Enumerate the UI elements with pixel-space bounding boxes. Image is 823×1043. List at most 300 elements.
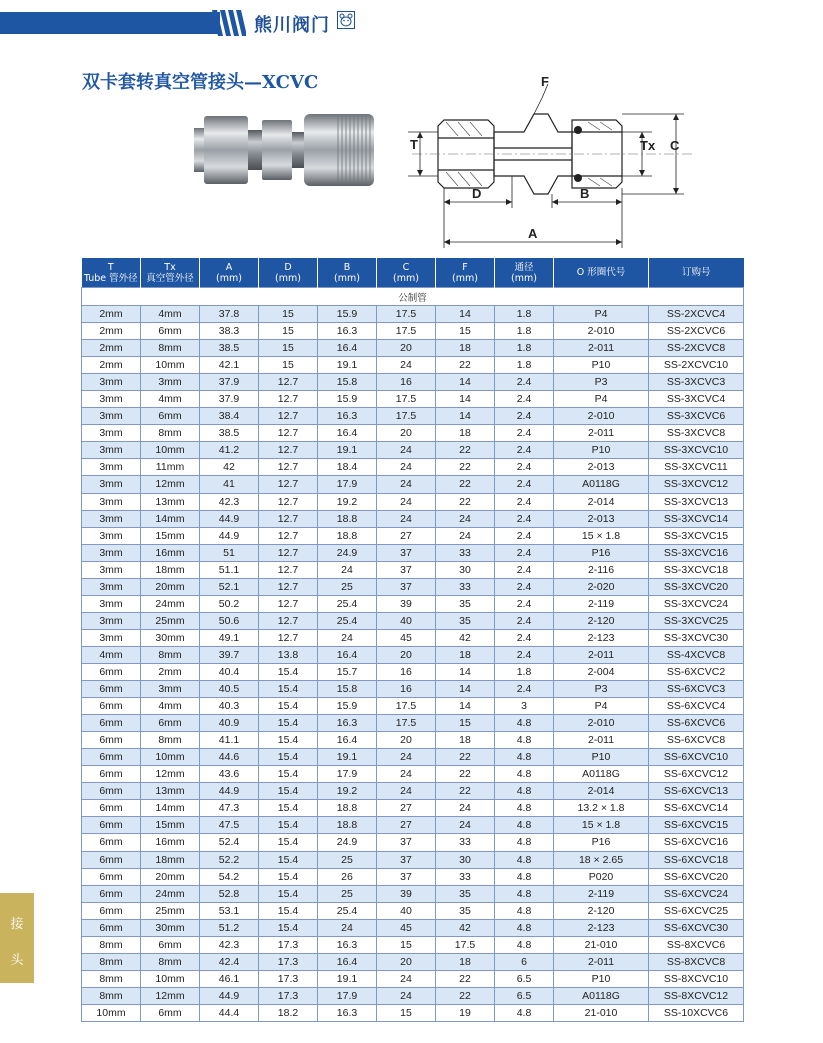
table-cell: 15 <box>377 936 436 953</box>
table-cell: 16.4 <box>318 340 377 357</box>
table-cell: 15.4 <box>259 766 318 783</box>
table-cell: SS-3XCVC16 <box>649 544 744 561</box>
table-header-row <box>82 258 744 288</box>
table-cell: 8mm <box>141 953 200 970</box>
table-cell: 20 <box>377 340 436 357</box>
table-cell: 15.4 <box>259 851 318 868</box>
table-row <box>82 987 744 1004</box>
table-cell: 44.9 <box>200 527 259 544</box>
table-row <box>82 408 744 425</box>
table-cell: 8mm <box>82 987 141 1004</box>
table-cell: SS-6XCVC3 <box>649 681 744 698</box>
table-cell: 13.8 <box>259 646 318 663</box>
table-cell: 3 <box>495 698 554 715</box>
table-cell: 17.9 <box>318 476 377 493</box>
table-row <box>82 391 744 408</box>
table-cell: 52.1 <box>200 578 259 595</box>
table-cell: 3mm <box>141 681 200 698</box>
table-cell: 2-010 <box>554 408 649 425</box>
table-cell: 54.2 <box>200 868 259 885</box>
table-cell: 40.5 <box>200 681 259 698</box>
table-row <box>82 646 744 663</box>
table-cell: 2-011 <box>554 953 649 970</box>
table-cell: 1.8 <box>495 357 554 374</box>
table-cell: P4 <box>554 698 649 715</box>
bear-logo-icon <box>337 11 355 29</box>
table-cell: SS-6XCVC10 <box>649 749 744 766</box>
table-cell: 2.4 <box>495 391 554 408</box>
table-cell: SS-6XCVC30 <box>649 919 744 936</box>
table-cell: 3mm <box>82 442 141 459</box>
table-cell: SS-6XCVC14 <box>649 800 744 817</box>
table-cell: 39.7 <box>200 646 259 663</box>
table-cell: SS-3XCVC20 <box>649 578 744 595</box>
table-cell: 45 <box>377 629 436 646</box>
table-cell: 3mm <box>82 527 141 544</box>
table-cell: 2mm <box>82 306 141 323</box>
table-cell: 14 <box>436 663 495 680</box>
table-cell: 15.9 <box>318 698 377 715</box>
product-photo <box>192 106 382 194</box>
table-cell: 2.4 <box>495 527 554 544</box>
table-row <box>82 306 744 323</box>
table-cell: 44.4 <box>200 1004 259 1021</box>
table-cell: P10 <box>554 442 649 459</box>
table-cell: SS-6XCVC20 <box>649 868 744 885</box>
table-cell: 4.8 <box>495 902 554 919</box>
table-cell: 4mm <box>141 698 200 715</box>
brand-name: 熊川阀门 <box>254 15 330 36</box>
table-row <box>82 510 744 527</box>
table-cell: 2-119 <box>554 595 649 612</box>
table-cell: 40 <box>377 612 436 629</box>
table-cell: 22 <box>436 357 495 374</box>
table-cell: 44.6 <box>200 749 259 766</box>
column-header-line: 真空管外径 <box>146 272 194 284</box>
table-cell: 19.1 <box>318 442 377 459</box>
table-cell: 45 <box>377 919 436 936</box>
table-cell: 1.8 <box>495 663 554 680</box>
table-cell: A0118G <box>554 766 649 783</box>
table-cell: 2-013 <box>554 459 649 476</box>
table-cell: 24 <box>377 459 436 476</box>
table-cell: 12.7 <box>259 510 318 527</box>
table-cell: 37.9 <box>200 374 259 391</box>
table-cell: 37.8 <box>200 306 259 323</box>
table-cell: 8mm <box>141 732 200 749</box>
table-cell: SS-3XCVC14 <box>649 510 744 527</box>
table-cell: 6mm <box>82 698 141 715</box>
table-cell: 3mm <box>141 374 200 391</box>
table-cell: 40 <box>377 902 436 919</box>
column-header-line: (mm) <box>452 272 478 284</box>
table-subheader-row <box>82 288 744 306</box>
table-cell: 15 <box>259 340 318 357</box>
table-cell: 3mm <box>82 510 141 527</box>
table-cell: 15.9 <box>318 391 377 408</box>
table-cell: 6.5 <box>495 987 554 1004</box>
table-cell: 8mm <box>82 936 141 953</box>
table-cell: 42 <box>436 919 495 936</box>
table-cell: 2mm <box>82 357 141 374</box>
table-cell: 2-014 <box>554 493 649 510</box>
table-cell: 39 <box>377 595 436 612</box>
table-cell: 4.8 <box>495 732 554 749</box>
table-cell: 4.8 <box>495 851 554 868</box>
table-cell: 37.9 <box>200 391 259 408</box>
table-cell: 6mm <box>82 783 141 800</box>
table-cell: 50.6 <box>200 612 259 629</box>
table-cell: SS-6XCVC24 <box>649 885 744 902</box>
column-header-line: (mm) <box>275 272 301 284</box>
table-cell: 2.4 <box>495 374 554 391</box>
table-row <box>82 663 744 680</box>
table-cell: 42.3 <box>200 936 259 953</box>
brand-stripes-icon <box>212 10 246 36</box>
table-cell: SS-2XCVC4 <box>649 306 744 323</box>
table-cell: 42 <box>200 459 259 476</box>
table-cell: 38.5 <box>200 340 259 357</box>
table-cell: 12mm <box>141 476 200 493</box>
column-header <box>436 258 495 288</box>
table-cell: 8mm <box>141 340 200 357</box>
table-cell: 2-120 <box>554 612 649 629</box>
table-cell: 15.4 <box>259 783 318 800</box>
table-cell: 2-013 <box>554 510 649 527</box>
table-cell: 15 <box>259 306 318 323</box>
table-cell: 18 <box>436 425 495 442</box>
table-cell: SS-3XCVC25 <box>649 612 744 629</box>
table-cell: 14 <box>436 408 495 425</box>
column-header-line: Tx <box>164 261 176 273</box>
table-cell: 12.7 <box>259 629 318 646</box>
table-cell: 3mm <box>82 459 141 476</box>
table-cell: 18.8 <box>318 527 377 544</box>
dim-label-t: T <box>410 137 418 152</box>
table-cell: 12.7 <box>259 442 318 459</box>
table-cell: SS-8XCVC8 <box>649 953 744 970</box>
table-cell: 8mm <box>141 425 200 442</box>
table-cell: 24mm <box>141 595 200 612</box>
table-row <box>82 970 744 987</box>
table-cell: 15.4 <box>259 868 318 885</box>
table-cell: 12.7 <box>259 578 318 595</box>
table-cell: 1.8 <box>495 340 554 357</box>
dim-label-d: D <box>472 186 482 201</box>
table-cell: 4.8 <box>495 919 554 936</box>
table-cell: 18 × 2.65 <box>554 851 649 868</box>
table-cell: 41.2 <box>200 442 259 459</box>
table-row <box>82 902 744 919</box>
table-cell: SS-6XCVC12 <box>649 766 744 783</box>
table-row <box>82 766 744 783</box>
column-header <box>495 258 554 288</box>
table-cell: 6mm <box>82 732 141 749</box>
table-cell: 6mm <box>141 715 200 732</box>
table-cell: 10mm <box>141 749 200 766</box>
table-cell: 12.7 <box>259 595 318 612</box>
table-cell: 4mm <box>141 391 200 408</box>
table-cell: 15 <box>259 323 318 340</box>
table-cell: P020 <box>554 868 649 885</box>
table-cell: 51.1 <box>200 561 259 578</box>
table-cell: 24 <box>377 476 436 493</box>
table-row <box>82 953 744 970</box>
table-row <box>82 476 744 493</box>
table-cell: 30mm <box>141 919 200 936</box>
table-cell: 52.8 <box>200 885 259 902</box>
table-cell: SS-8XCVC6 <box>649 936 744 953</box>
table-cell: 4.8 <box>495 885 554 902</box>
table-cell: 40.4 <box>200 663 259 680</box>
column-header-line: B <box>343 261 351 273</box>
table-cell: 17.9 <box>318 766 377 783</box>
table-cell: SS-2XCVC6 <box>649 323 744 340</box>
table-cell: 2-004 <box>554 663 649 680</box>
table-cell: 37 <box>377 834 436 851</box>
table-cell: 44.9 <box>200 987 259 1004</box>
table-cell: 24 <box>318 561 377 578</box>
table-cell: 46.1 <box>200 970 259 987</box>
table-cell: 16.3 <box>318 936 377 953</box>
column-header-line: (mm) <box>334 272 360 284</box>
table-cell: SS-3XCVC10 <box>649 442 744 459</box>
table-cell: 6mm <box>82 749 141 766</box>
table-cell: 25.4 <box>318 612 377 629</box>
table-cell: 17.3 <box>259 936 318 953</box>
dim-label-f: F <box>541 74 549 89</box>
table-cell: 24 <box>377 510 436 527</box>
table-cell: 19 <box>436 1004 495 1021</box>
table-cell: 15.4 <box>259 919 318 936</box>
table-cell: 12.7 <box>259 544 318 561</box>
table-cell: 19.1 <box>318 357 377 374</box>
table-cell: 51 <box>200 544 259 561</box>
table-cell: 10mm <box>141 442 200 459</box>
table-cell: 25.4 <box>318 595 377 612</box>
table-cell: 2.4 <box>495 476 554 493</box>
table-cell: 49.1 <box>200 629 259 646</box>
table-cell: 15.4 <box>259 715 318 732</box>
table-cell: SS-4XCVC8 <box>649 646 744 663</box>
table-cell: 30 <box>436 851 495 868</box>
column-header <box>377 258 436 288</box>
table-row <box>82 544 744 561</box>
table-cell: 17.5 <box>377 698 436 715</box>
table-cell: 15.4 <box>259 698 318 715</box>
table-cell: 51.2 <box>200 919 259 936</box>
table-cell: 14 <box>436 681 495 698</box>
table-cell: 18 <box>436 732 495 749</box>
table-row <box>82 732 744 749</box>
table-cell: 24mm <box>141 885 200 902</box>
table-cell: SS-6XCVC4 <box>649 698 744 715</box>
table-cell: P10 <box>554 357 649 374</box>
table-cell: 15.4 <box>259 749 318 766</box>
table-cell: SS-3XCVC12 <box>649 476 744 493</box>
table-cell: 44.9 <box>200 783 259 800</box>
table-cell: 6mm <box>82 885 141 902</box>
table-cell: 2-020 <box>554 578 649 595</box>
table-cell: 24 <box>377 783 436 800</box>
table-cell: 18.2 <box>259 1004 318 1021</box>
table-cell: 24 <box>377 970 436 987</box>
table-cell: 50.2 <box>200 595 259 612</box>
table-cell: 6mm <box>82 681 141 698</box>
table-cell: 38.5 <box>200 425 259 442</box>
table-cell: 24 <box>377 987 436 1004</box>
table-cell: SS-6XCVC25 <box>649 902 744 919</box>
table-cell: 12mm <box>141 987 200 1004</box>
table-cell: 25 <box>318 885 377 902</box>
dim-label-b: B <box>580 186 590 201</box>
table-cell: 12.7 <box>259 476 318 493</box>
table-cell: 6mm <box>141 1004 200 1021</box>
table-cell: 12.7 <box>259 527 318 544</box>
table-cell: 15.4 <box>259 834 318 851</box>
subheader-metric: 公制管 <box>82 288 744 306</box>
table-cell: 11mm <box>141 459 200 476</box>
table-cell: 2-010 <box>554 715 649 732</box>
table-cell: 15 × 1.8 <box>554 527 649 544</box>
table-cell: 15mm <box>141 817 200 834</box>
table-cell: 3mm <box>82 391 141 408</box>
table-cell: 2.4 <box>495 493 554 510</box>
table-cell: 2.4 <box>495 408 554 425</box>
table-cell: 6mm <box>82 868 141 885</box>
table-cell: 24 <box>318 629 377 646</box>
table-cell: 24 <box>318 919 377 936</box>
table-cell: SS-3XCVC3 <box>649 374 744 391</box>
table-cell: 16.4 <box>318 425 377 442</box>
table-cell: 41 <box>200 476 259 493</box>
table-cell: P3 <box>554 681 649 698</box>
table-cell: 2-014 <box>554 783 649 800</box>
table-cell: 8mm <box>82 970 141 987</box>
table-cell: 24 <box>377 357 436 374</box>
column-header-line: T <box>107 261 114 273</box>
table-cell: 3mm <box>82 612 141 629</box>
table-cell: 22 <box>436 970 495 987</box>
table-cell: 16.3 <box>318 715 377 732</box>
dim-label-c: C <box>670 138 680 153</box>
table-cell: 2.4 <box>495 442 554 459</box>
table-cell: 3mm <box>82 561 141 578</box>
table-cell: 1.8 <box>495 323 554 340</box>
table-cell: 42.4 <box>200 953 259 970</box>
table-cell: 6mm <box>141 408 200 425</box>
table-cell: 35 <box>436 885 495 902</box>
table-cell: 17.5 <box>377 391 436 408</box>
table-row <box>82 561 744 578</box>
table-cell: 4.8 <box>495 766 554 783</box>
table-cell: 15mm <box>141 527 200 544</box>
table-cell: 2.4 <box>495 425 554 442</box>
table-cell: 18mm <box>141 561 200 578</box>
table-cell: SS-2XCVC10 <box>649 357 744 374</box>
table-cell: 24 <box>377 493 436 510</box>
table-cell: 16mm <box>141 544 200 561</box>
table-cell: 27 <box>377 527 436 544</box>
table-cell: 14 <box>436 306 495 323</box>
table-row <box>82 749 744 766</box>
table-cell: P16 <box>554 834 649 851</box>
table-cell: 16.3 <box>318 323 377 340</box>
table-cell: 24.9 <box>318 544 377 561</box>
table-cell: 20 <box>377 953 436 970</box>
side-tab-char: 头 <box>10 953 24 968</box>
table-cell: SS-3XCVC13 <box>649 493 744 510</box>
table-cell: SS-6XCVC6 <box>649 715 744 732</box>
column-header <box>82 258 141 288</box>
table-cell: 3mm <box>82 374 141 391</box>
table-cell: SS-3XCVC30 <box>649 629 744 646</box>
table-cell: SS-6XCVC8 <box>649 732 744 749</box>
table-row <box>82 1004 744 1021</box>
table-cell: 25mm <box>141 612 200 629</box>
table-cell: 15 <box>436 715 495 732</box>
table-cell: 52.2 <box>200 851 259 868</box>
table-cell: 2.4 <box>495 595 554 612</box>
table-cell: 52.4 <box>200 834 259 851</box>
table-cell: 13mm <box>141 783 200 800</box>
table-cell: 39 <box>377 885 436 902</box>
table-cell: 2mm <box>82 323 141 340</box>
column-header-line: O 形圈代号 <box>576 267 626 278</box>
table-cell: 6mm <box>82 800 141 817</box>
table-cell: 33 <box>436 834 495 851</box>
table-cell: 16 <box>377 663 436 680</box>
table-cell: 35 <box>436 595 495 612</box>
column-header <box>318 258 377 288</box>
table-cell: 4.8 <box>495 817 554 834</box>
table-row <box>82 698 744 715</box>
table-cell: SS-8XCVC10 <box>649 970 744 987</box>
table-cell: 33 <box>436 578 495 595</box>
table-cell: 22 <box>436 476 495 493</box>
table-cell: P10 <box>554 749 649 766</box>
table-cell: 6.5 <box>495 970 554 987</box>
table-cell: 18 <box>436 953 495 970</box>
table-cell: 2-120 <box>554 902 649 919</box>
table-cell: P4 <box>554 391 649 408</box>
table-cell: 16 <box>377 374 436 391</box>
table-cell: 17.5 <box>377 408 436 425</box>
table-cell: 24 <box>377 766 436 783</box>
table-cell: 16.4 <box>318 732 377 749</box>
table-cell: 3mm <box>82 629 141 646</box>
table-cell: 2-011 <box>554 646 649 663</box>
column-header-line: (mm) <box>511 272 537 284</box>
table-cell: 53.1 <box>200 902 259 919</box>
table-cell: 2.4 <box>495 578 554 595</box>
table-cell: 15.4 <box>259 732 318 749</box>
table-cell: 4.8 <box>495 783 554 800</box>
table-cell: SS-3XCVC8 <box>649 425 744 442</box>
table-cell: 1.8 <box>495 306 554 323</box>
table-cell: 47.3 <box>200 800 259 817</box>
table-cell: 24 <box>436 510 495 527</box>
table-cell: 38.4 <box>200 408 259 425</box>
table-cell: 37 <box>377 868 436 885</box>
table-cell: SS-6XCVC2 <box>649 663 744 680</box>
table-cell: 2-119 <box>554 885 649 902</box>
column-header-line: F <box>462 261 468 273</box>
table-cell: 2-011 <box>554 340 649 357</box>
table-cell: 3mm <box>82 544 141 561</box>
table-cell: 2-123 <box>554 919 649 936</box>
table-cell: 14 <box>436 698 495 715</box>
